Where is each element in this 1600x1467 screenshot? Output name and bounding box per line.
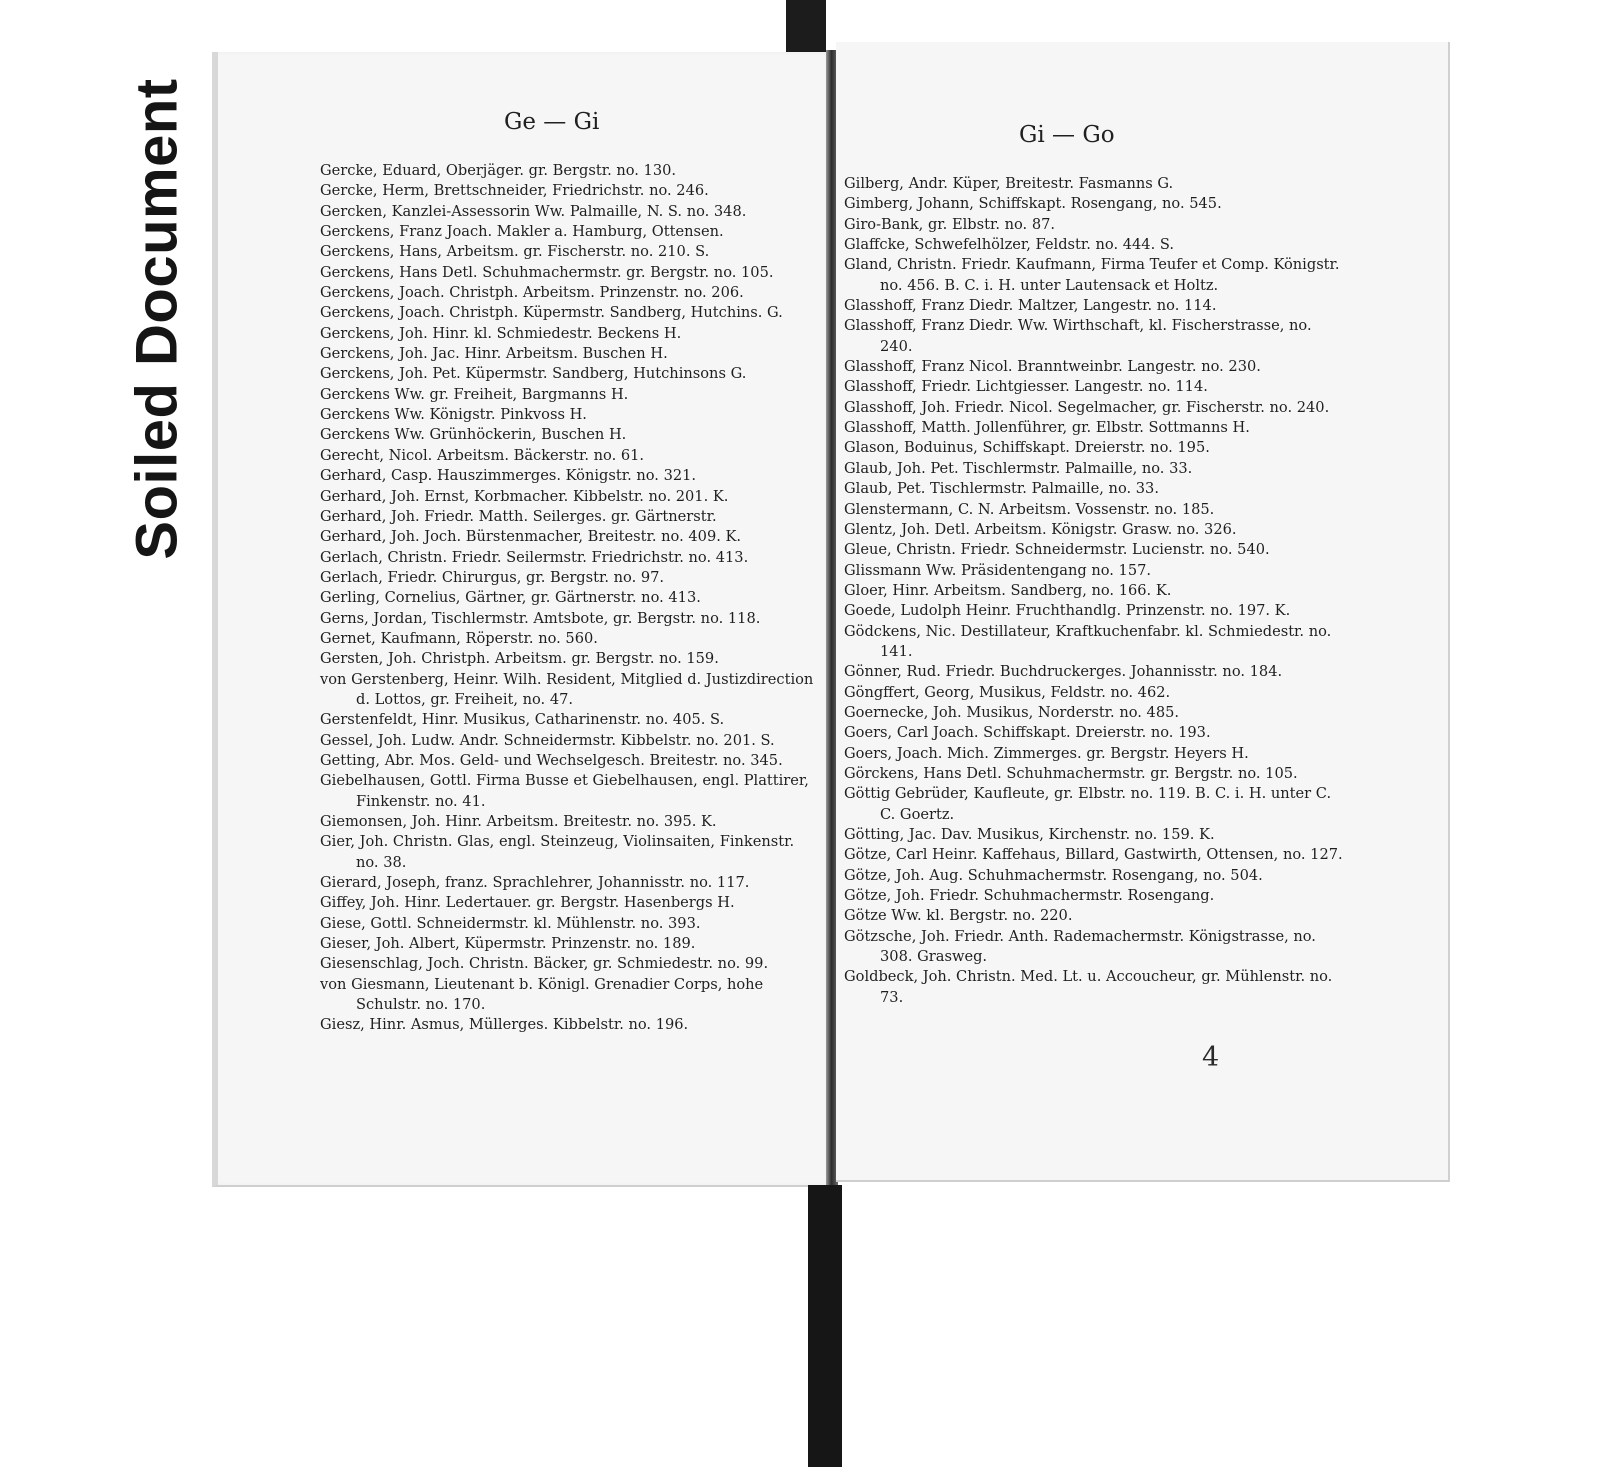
directory-entry: Gerhard, Joh. Ernst, Korbmacher. Kibbelstr. no. 201. K. (320, 487, 729, 505)
directory-entry: Götzsche, Joh. Friedr. Anth. Rademachermstr. Königstrasse, no. 308. Grasweg. (844, 927, 1316, 966)
directory-entry: Götze, Joh. Friedr. Schuhmachermstr. Rosengang. (844, 887, 1215, 905)
soiled-document-text: Soiled Document (124, 78, 190, 560)
directory-entry: Glenstermann, C. N. Arbeitsm. Vossenstr. no. 185. (844, 500, 1215, 518)
directory-entry: Glaffcke, Schwefelhölzer, Feldstr. no. 444. S. (844, 236, 1174, 254)
directory-entry: Gercke, Herm, Brettschneider, Friedrichstr. no. 246. (320, 182, 709, 200)
directory-entry: Göngffert, Georg, Musikus, Feldstr. no. 462. (844, 683, 1171, 701)
directory-entry: Giro-Bank, gr. Elbstr. no. 87. (844, 215, 1056, 233)
directory-entry: Gerhard, Casp. Hauszimmerges. Königstr. no. 321. (320, 467, 697, 485)
directory-entry: Gerhard, Joh. Joch. Bürstenmacher, Breitestr. no. 409. K. (320, 528, 742, 546)
left-page-heading: Ge — Gi (504, 109, 600, 135)
right-page (836, 42, 1450, 1182)
directory-entry: Gleue, Christn. Friedr. Schneidermstr. Lucienstr. no. 540. (844, 541, 1270, 559)
binding-ribbon-bottom (808, 1185, 842, 1467)
directory-entry: von Gerstenberg, Heinr. Wilh. Resident, Mitglied d. Justizdirection d. Lottos, gr. Freiheit, no. 47. (320, 670, 814, 708)
directory-entry: Gerckens Ww. Königstr. Pinkvoss H. (320, 406, 587, 424)
directory-entry: Giffey, Joh. Hinr. Ledertauer. gr. Bergstr. Hasenbergs H. (320, 894, 735, 912)
directory-entry: Glentz, Joh. Detl. Arbeitsm. Königstr. Grasw. no. 326. (844, 520, 1237, 538)
directory-entry: Gercke, Eduard, Oberjäger. gr. Bergstr. no. 130. (320, 162, 677, 179)
directory-entry: Gercken, Kanzlei-Assessorin Ww. Palmaille, N. S. no. 348. (320, 202, 747, 220)
right-page-heading: Gi — Go (1019, 122, 1115, 148)
directory-entry: Glasshoff, Friedr. Lichtgiesser. Langestr. no. 114. (844, 378, 1208, 396)
left-directory-list (320, 161, 820, 1036)
directory-entry: Gerling, Cornelius, Gärtner, gr. Gärtnerstr. no. 413. (320, 589, 701, 607)
directory-entry: Gilberg, Andr. Küper, Breitestr. Fasmanns G. (844, 175, 1174, 192)
directory-entry: Gerhard, Joh. Friedr. Matth. Seilerges. gr. Gärtnerstr. (320, 507, 717, 525)
directory-entry: Göttig Gebrüder, Kaufleute, gr. Elbstr. no. 119. B. C. i. H. unter C. C. Goertz. (844, 785, 1332, 823)
directory-entry: Görckens, Hans Detl. Schuhmachermstr. gr. Bergstr. no. 105. (844, 764, 1298, 782)
directory-entry: Götting, Jac. Dav. Musikus, Kirchenstr. no. 159. K. (844, 826, 1215, 843)
directory-entry: Glasshoff, Franz Diedr. Maltzer, Langestr. no. 114. (844, 297, 1217, 315)
directory-entry: Gloer, Hinr. Arbeitsm. Sandberg, no. 166. K. (844, 581, 1172, 599)
directory-entry: Gerckens, Hans Detl. Schuhmachermstr. gr. Bergstr. no. 105. (320, 263, 774, 281)
directory-entry: Gerlach, Friedr. Chirurgus, gr. Bergstr. no. 97. (320, 568, 665, 586)
directory-entry: Gierard, Joseph, franz. Sprachlehrer, Johannisstr. no. 117. (320, 874, 750, 892)
directory-entry: Glason, Boduinus, Schiffskapt. Dreierstr. no. 195. (844, 439, 1210, 457)
directory-entry: Gersten, Joh. Christph. Arbeitsm. gr. Bergstr. no. 159. (320, 650, 719, 668)
directory-entry: Gerns, Jordan, Tischlermstr. Amtsbote, gr. Bergstr. no. 118. (320, 609, 761, 627)
directory-entry: Gerckens, Hans, Arbeitsm. gr. Fischerstr. no. 210. S. (320, 243, 710, 261)
directory-entry: Gerckens, Joh. Hinr. kl. Schmiedestr. Beckens H. (320, 324, 682, 342)
directory-entry: Gier, Joh. Christn. Glas, engl. Steinzeug, Violinsaiten, Finkenstr. no. 38. (320, 833, 795, 871)
directory-entry: von Giesmann, Lieutenant b. Königl. Grenadier Corps, hohe Schulstr. no. 170. (320, 975, 764, 1014)
directory-entry: Giebelhausen, Gottl. Firma Busse et Giebelhausen, engl. Plattirer, Finkenstr. no. 41. (320, 772, 809, 810)
directory-entry: Giemonsen, Joh. Hinr. Arbeitsm. Breitestr. no. 395. K. (320, 813, 717, 830)
directory-entry: Götze, Joh. Aug. Schuhmachermstr. Rosengang, no. 504. (844, 866, 1263, 884)
directory-entry: Gödckens, Nic. Destillateur, Kraftkuchenfabr. kl. Schmiedestr. no. 141. (844, 622, 1332, 660)
directory-entry: Gernet, Kaufmann, Röperstr. no. 560. (320, 629, 598, 647)
directory-entry: Goers, Joach. Mich. Zimmerges. gr. Bergstr. Heyers H. (844, 744, 1249, 762)
soiled-document-label (100, 52, 215, 587)
directory-entry: Götze Ww. kl. Bergstr. no. 220. (844, 907, 1073, 925)
directory-entry: Gimberg, Johann, Schiffskapt. Rosengang, no. 545. (844, 195, 1222, 213)
directory-entry: Gönner, Rud. Friedr. Buchdruckerges. Johannisstr. no. 184. (844, 663, 1283, 681)
directory-entry: Glasshoff, Joh. Friedr. Nicol. Segelmacher, gr. Fischerstr. no. 240. (844, 398, 1330, 416)
directory-entry: Glasshoff, Matth. Jollenführer, gr. Elbstr. Sottmanns H. (844, 419, 1250, 437)
directory-entry: Glasshoff, Franz Nicol. Branntweinbr. Langestr. no. 230. (844, 358, 1261, 376)
directory-entry: Gerlach, Christn. Friedr. Seilermstr. Friedrichstr. no. 413. (320, 548, 749, 566)
directory-entry: Giese, Gottl. Schneidermstr. kl. Mühlenstr. no. 393. (320, 914, 701, 932)
left-page (212, 52, 836, 1187)
directory-entry: Gessel, Joh. Ludw. Andr. Schneidermstr. Kibbelstr. no. 201. S. (320, 731, 775, 749)
directory-entry: Glissmann Ww. Präsidentengang no. 157. (844, 561, 1152, 579)
directory-entry: Gerckens, Joach. Christph. Küpermstr. Sandberg, Hutchins. G. (320, 304, 783, 322)
page-folio-number: 4 (1202, 1042, 1220, 1073)
directory-entry: Gerstenfeldt, Hinr. Musikus, Catharinenstr. no. 405. S. (320, 711, 725, 729)
directory-entry: Gerecht, Nicol. Arbeitsm. Bäckerstr. no. 61. (320, 446, 645, 464)
directory-entry: Glaub, Pet. Tischlermstr. Palmaille, no. 33. (844, 480, 1159, 498)
directory-entry: Gerckens, Joh. Jac. Hinr. Arbeitsm. Buschen H. (320, 345, 668, 363)
directory-entry: Gerckens, Franz Joach. Makler a. Hamburg, Ottensen. (320, 223, 724, 241)
directory-entry: Gieser, Joh. Albert, Küpermstr. Prinzenstr. no. 189. (320, 935, 696, 953)
directory-entry: Gerckens Ww. gr. Freiheit, Bargmanns H. (320, 385, 629, 403)
directory-entry: Gerckens Ww. Grünhöckerin, Buschen H. (320, 426, 627, 444)
right-directory-list (844, 174, 1344, 1008)
binding-ribbon-top (786, 0, 826, 52)
directory-entry: Giesz, Hinr. Asmus, Müllerges. Kibbelstr. no. 196. (320, 1016, 689, 1034)
directory-entry: Gerckens, Joach. Christph. Arbeitsm. Prinzenstr. no. 206. (320, 284, 744, 302)
directory-entry: Goers, Carl Joach. Schiffskapt. Dreierstr. no. 193. (844, 724, 1211, 742)
directory-entry: Glaub, Joh. Pet. Tischlermstr. Palmaille, no. 33. (844, 459, 1193, 477)
directory-entry: Gland, Christn. Friedr. Kaufmann, Firma Teufer et Comp. Königstr. no. 456. B. C. i. H. unter Lautensack et Holtz. (844, 256, 1340, 294)
directory-entry: Goernecke, Joh. Musikus, Norderstr. no. 485. (844, 703, 1180, 721)
directory-entry: Gerckens, Joh. Pet. Küpermstr. Sandberg, Hutchinsons G. (320, 365, 747, 383)
directory-entry: Goldbeck, Joh. Christn. Med. Lt. u. Accoucheur, gr. Mühlenstr. no. 73. (844, 968, 1333, 1006)
directory-entry: Götze, Carl Heinr. Kaffehaus, Billard, Gastwirth, Ottensen, no. 127. (844, 846, 1343, 864)
directory-entry: Glasshoff, Franz Diedr. Ww. Wirthschaft, kl. Fischerstrasse, no. 240. (844, 317, 1312, 355)
directory-entry: Goede, Ludolph Heinr. Fruchthandlg. Prinzenstr. no. 197. K. (844, 602, 1291, 620)
directory-entry: Getting, Abr. Mos. Geld- und Wechselgesch. Breitestr. no. 345. (320, 751, 783, 769)
directory-entry: Giesenschlag, Joch. Christn. Bäcker, gr. Schmiedestr. no. 99. (320, 955, 769, 973)
